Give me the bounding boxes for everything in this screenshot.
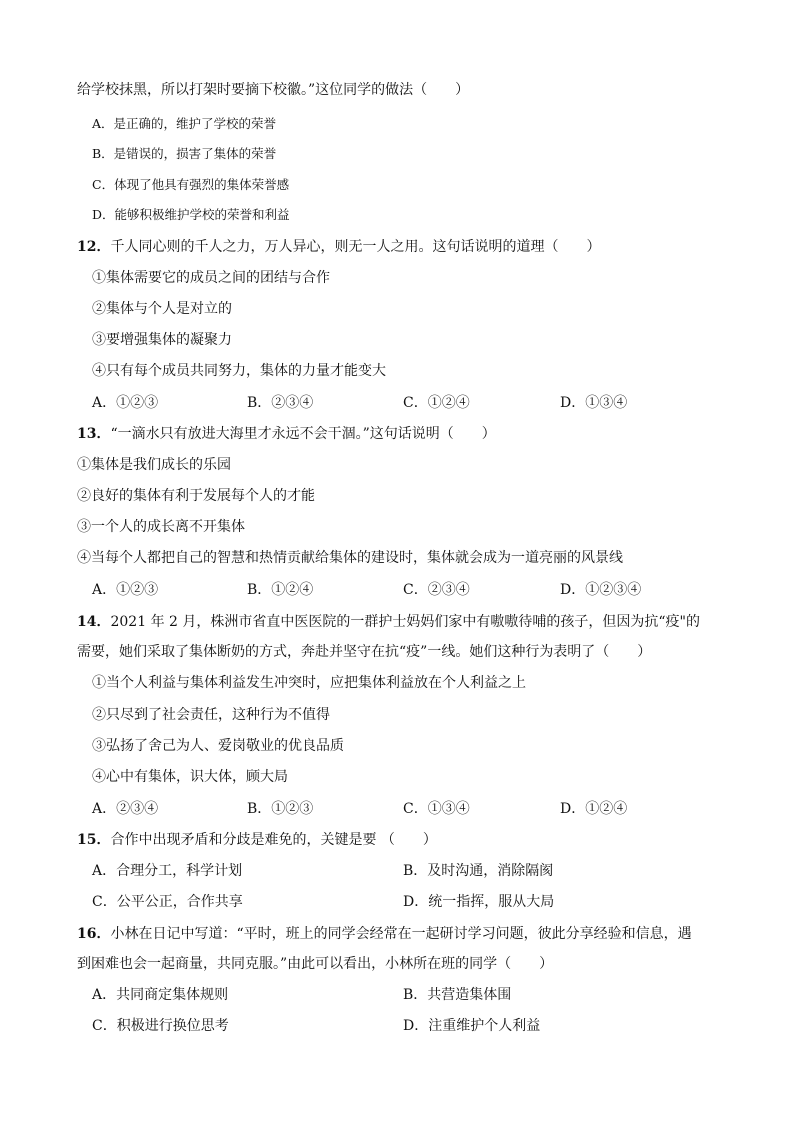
- q14-item-1: ①当个人利益与集体利益发生冲突时，应把集体利益放在个人利益之上: [92, 675, 526, 691]
- q14-option-b[interactable]: B．①②③: [247, 801, 314, 817]
- q15-option-d[interactable]: D．统一指挥，服从大局: [403, 894, 555, 910]
- q16-stem-line2: 到困难也会一起商量，共同克服。”由此可以看出，小林所在班的同学（ ）: [77, 956, 554, 972]
- q13-item-4: ④当每个人都把自己的智慧和热情贡献给集体的建设时，集体就会成为一道亮丽的风景线: [77, 550, 623, 566]
- q13-option-c[interactable]: C．②③④: [403, 582, 470, 598]
- q15-option-b[interactable]: B．及时沟通，消除隔阂: [403, 863, 554, 879]
- q12-option-d[interactable]: D．①③④: [560, 395, 628, 411]
- q16-stem: [77, 924, 692, 944]
- q13-option-a[interactable]: A．①②③: [92, 582, 159, 598]
- q12-item-3: ③要增强集体的凝聚力: [92, 332, 232, 348]
- q12-option-b[interactable]: B．②③④: [247, 395, 314, 411]
- q16-option-a[interactable]: A．共同商定集体规则: [92, 987, 229, 1003]
- q13-number: 13．: [77, 426, 111, 442]
- q16-option-b[interactable]: B．共营造集体围: [403, 987, 512, 1003]
- q14-stem: [77, 612, 700, 632]
- q14-item-3: ③弘扬了舍己为人、爱岗敬业的优良品质: [92, 738, 344, 754]
- q13-item-1: ①集体是我们成长的乐园: [77, 457, 231, 473]
- q11-option-c[interactable]: C．体现了他具有强烈的集体荣誉感: [92, 177, 290, 192]
- q11-option-a[interactable]: A．是正确的，维护了学校的荣誉: [92, 116, 277, 131]
- q12-item-4: ④只有每个成员共同努力，集体的力量才能变大: [92, 363, 386, 379]
- q13-option-d[interactable]: D．①②③④: [560, 582, 642, 598]
- q13-stem: [77, 424, 496, 444]
- q12-stem-text: 千人同心则的千人之力，万人异心，则无一人之用。这句话说明的道理（ ）: [110, 239, 601, 255]
- q14-option-a[interactable]: A．②③④: [92, 801, 159, 817]
- q11-option-b[interactable]: B．是错误的，损害了集体的荣誉: [92, 146, 277, 161]
- q12-option-a[interactable]: A．①②③: [92, 395, 159, 411]
- q16-stem-line1: 小林在日记中写道：“平时，班上的同学会经常在一起研讨学习问题，彼此分享经验和信息，遇: [110, 926, 692, 942]
- q16-number: 16．: [77, 926, 111, 942]
- q14-number: 14．: [77, 614, 111, 630]
- q11-option-d[interactable]: D．能够积极维护学校的荣誉和利益: [92, 207, 290, 222]
- q15-stem-text: 合作中出现矛盾和分歧是难免的，关键是要 （ ）: [110, 832, 437, 848]
- q14-option-c[interactable]: C．①③④: [403, 801, 470, 817]
- q12-item-2: ②集体与个人是对立的: [92, 301, 232, 317]
- q14-option-d[interactable]: D．①②④: [560, 801, 628, 817]
- q14-item-4: ④心中有集体，识大体，顾大局: [92, 769, 288, 785]
- q14-item-2: ②只尽到了社会责任，这种行为不值得: [92, 707, 330, 723]
- q12-stem: [77, 237, 600, 257]
- q16-option-d[interactable]: D．注重维护个人利益: [403, 1018, 541, 1034]
- q14-stem-line2: 需要，她们采取了集体断奶的方式，奔赴并坚守在抗“疫”一线。她们这种行为表明了（ ）: [77, 644, 652, 660]
- q13-item-2: ②良好的集体有利于发展每个人的才能: [77, 488, 315, 504]
- q15-option-a[interactable]: A．合理分工，科学计划: [92, 863, 243, 879]
- q15-stem: [77, 830, 437, 850]
- q13-item-3: ③一个人的成长离不开集体: [77, 519, 245, 535]
- q12-item-1: ①集体需要它的成员之间的团结与合作: [92, 270, 330, 286]
- q15-number: 15．: [77, 832, 111, 848]
- q14-stem-line1: 2021 年 2 月，株洲市省直中医医院的一群护士妈妈们家中有嗷嗷待哺的孩子，但因为抗“疫"的: [110, 614, 700, 630]
- q12-option-c[interactable]: C．①②④: [403, 395, 470, 411]
- q13-stem-text: “一滴水只有放进大海里才永远不会干涸。”这句话说明（ ）: [110, 426, 496, 442]
- q13-option-b[interactable]: B．①②④: [247, 582, 314, 598]
- q16-option-c[interactable]: C．积极进行换位思考: [92, 1018, 229, 1034]
- q11-stem-continued: 给学校抹黑，所以打架时要摘下校徽。”这位同学的做法（ ）: [77, 82, 470, 98]
- q15-option-c[interactable]: C．公平公正，合作共享: [92, 894, 243, 910]
- q12-number: 12．: [77, 239, 111, 255]
